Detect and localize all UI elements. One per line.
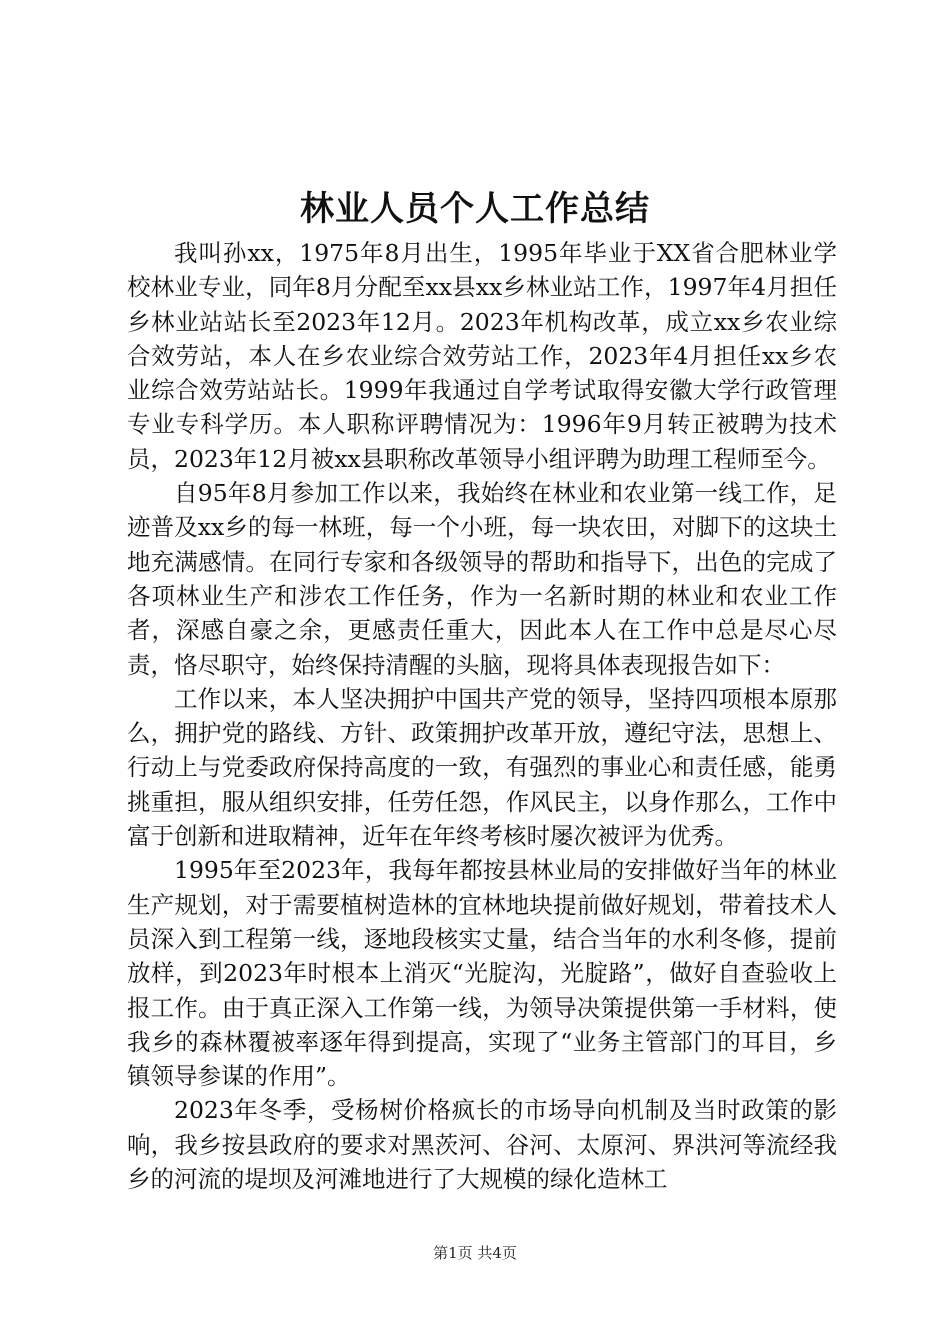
paragraph-2: 自95年8月参加工作以来，我始终在林业和农业第一线工作，足迹普及xx乡的每一林班，每一个小班，每一块农田，对脚下的这块土地充满感情。在同行专家和各级领导的帮助和指导下，出色的完成了各项林业生产和涉农工作任务，作为一名新时期的林业和农业工作者，深感自豪之余，更感责任重大，因此本人在工作中总是尽心尽责，恪尽职守，始终保持清醒的头脑，现将具体表现报告如下： (127, 479, 837, 679)
document-body (127, 236, 837, 1196)
page-footer: 第1页 共4页 (433, 1244, 517, 1262)
paragraph-5: 2023年冬季，受杨树价格疯长的市场导向机制及当时政策的影响，我乡按县政府的要求对黑茨河、谷河、太原河、界洪河等流经我乡的河流的堤坝及河滩地进行了大规模的绿化造林工 (127, 1096, 837, 1194)
paragraph-1: 我叫孙xx，1975年8月出生，1995年毕业于XX省合肥林业学校林业专业，同年8月分配至xx县xx乡林业站工作，1997年4月担任乡林业站站长至2023年12月。2023年机构改革，成立xx乡农业综合效劳站，本人在乡农业综合效劳站工作，2023年4月担任xx乡农业综合效劳站站长。1999年我通过自学考试取得安徽大学行政管理专业专科学历。本人职称评聘情况为：1996年9月转正被聘为技术员，2023年12月被xx县职称改革领导小组评聘为助理工程师至今。 (127, 239, 837, 473)
paragraph-4: 1995年至2023年，我每年都按县林业局的安排做好当年的林业生产规划，对于需要植树造林的宜林地块提前做好规划，带着技术人员深入到工程第一线，逐地段核实丈量，结合当年的水利冬修，提前放样，到2023年时根本上消灭“光腚沟，光腚路”，做好自查验收上报工作。由于真正深入工作第一线，为领导决策提供第一手材料，使我乡的森林覆被率逐年得到提高，实现了“业务主管部门的耳目，乡镇领导参谋的作用”。 (127, 856, 837, 1091)
document-title: 林业人员个人工作总结 (300, 189, 650, 229)
paragraph-3: 工作以来，本人坚决拥护中国共产党的领导，坚持四项根本原那么，拥护党的路线、方针、政策拥护改革开放，遵纪守法，思想上、行动上与党委政府保持高度的一致，有强烈的事业心和责任感，能勇挑重担，服从组织安排，任劳任怨，作风民主，以身作那么，工作中富于创新和进取精神，近年在年终考核时屡次被评为优秀。 (127, 684, 837, 851)
